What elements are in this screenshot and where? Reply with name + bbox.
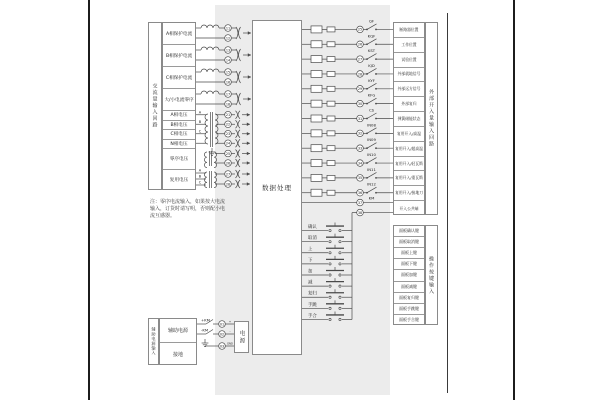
optocoupler-symbol xyxy=(311,41,322,48)
symbol xyxy=(236,139,238,147)
button-contact xyxy=(339,274,341,276)
contact-wire-label: KST xyxy=(367,48,376,54)
row-label: 面板手跳键 xyxy=(394,304,424,315)
terminal-number: 31 xyxy=(357,116,363,121)
row-label: 复用开入/轻瓦斯 xyxy=(394,157,424,172)
contact-wire-label: CS xyxy=(368,107,375,113)
resistor-symbol xyxy=(327,86,335,91)
terminal-number: 13 xyxy=(225,48,231,53)
contact-dot xyxy=(375,43,377,45)
button-contact xyxy=(329,274,331,276)
terminal-number: 14 xyxy=(225,58,231,63)
terminal-number: 23 xyxy=(225,132,231,137)
contact-wire-label: KJD xyxy=(368,62,375,68)
wire-line xyxy=(367,143,377,149)
contact-wire-label: KQF xyxy=(367,33,376,39)
wire-line xyxy=(367,24,377,30)
arrow-head xyxy=(248,53,251,56)
row-label: N相电压 xyxy=(163,140,195,150)
contact-dot xyxy=(375,177,377,179)
wire-line xyxy=(367,68,377,74)
row-label: 外部就地信号 xyxy=(394,68,424,83)
button-contact xyxy=(339,285,341,287)
button-contact xyxy=(339,252,341,254)
contact-dot xyxy=(366,177,368,179)
terminal-number: 33 xyxy=(357,146,363,151)
contact-dot xyxy=(366,162,368,164)
optocoupler-symbol xyxy=(311,70,322,77)
row-label: C相保护电流 xyxy=(163,67,195,89)
terminal-number: 32 xyxy=(357,131,363,136)
resistor-symbol xyxy=(327,175,335,180)
terminal-number: 28 xyxy=(357,72,363,77)
symbol xyxy=(239,93,241,105)
terminal-number: 03 xyxy=(219,344,225,349)
symbol xyxy=(236,159,238,167)
row-label: 接地 xyxy=(172,351,183,358)
contact-wire-label: IN12 xyxy=(367,181,376,187)
resistor-symbol xyxy=(327,146,335,151)
phase-mark: B xyxy=(198,119,202,124)
contact-dot xyxy=(375,29,377,31)
power-supply-label: 电源 xyxy=(238,329,245,345)
phase-mark: C xyxy=(198,180,202,185)
footnote-line: 输入，订货时请写明，否则配小电 xyxy=(150,206,226,212)
optocoupler-symbol xyxy=(311,100,322,107)
terminal-number: 18 xyxy=(225,102,231,107)
symbol xyxy=(238,111,240,119)
arrow-head xyxy=(247,123,250,126)
arrow-head xyxy=(247,132,250,135)
arrow-head xyxy=(248,97,251,100)
optocoupler-symbol xyxy=(311,130,322,137)
resistor-symbol xyxy=(327,161,335,166)
button-contact xyxy=(329,318,331,320)
row-label: 面板复归键 xyxy=(394,293,424,304)
key-label: 下 xyxy=(308,258,313,264)
row-label: 面板加键 xyxy=(394,270,424,281)
symbol xyxy=(236,93,238,105)
optocoupler-symbol xyxy=(311,145,322,152)
optocoupler-symbol xyxy=(311,115,322,122)
symbol xyxy=(238,170,240,178)
terminal-number: 01 xyxy=(219,322,225,327)
row-label: 复用电压 xyxy=(169,177,189,183)
symbol xyxy=(238,159,240,167)
contact-dot xyxy=(375,103,377,105)
row-label: 面板下键 xyxy=(394,259,424,270)
wire-line xyxy=(367,172,377,178)
contact-wire-label: KYF xyxy=(368,77,375,83)
optocoupler-symbol xyxy=(311,26,322,33)
key-label: 确认 xyxy=(308,225,317,231)
row-label: 弹簧储能状态 xyxy=(394,112,424,127)
key-label: 加 xyxy=(308,269,313,275)
row-label: 零序电压 xyxy=(163,149,195,170)
symbol xyxy=(236,111,238,119)
symbol xyxy=(236,27,238,39)
key-label: 手合 xyxy=(308,313,317,319)
button-contact xyxy=(339,318,341,320)
row-label: 面板手合键 xyxy=(399,317,419,323)
contact-dot xyxy=(375,192,377,194)
row-label: 工作位置 xyxy=(394,38,424,53)
button-contact xyxy=(329,229,331,231)
coil-symbol xyxy=(201,47,219,50)
terminal-number: 26 xyxy=(225,161,231,166)
data-processing-label: 数据处理 xyxy=(262,184,292,192)
resistor-symbol xyxy=(327,71,335,76)
power-wire-label: +KM xyxy=(201,317,210,323)
terminal-number: 26 xyxy=(357,42,363,47)
terminal-mark: + xyxy=(228,319,232,324)
row-label: 外部复归 xyxy=(394,97,424,112)
button-contact xyxy=(329,252,331,254)
wire-line xyxy=(367,113,377,119)
row-label: A相保护电流 xyxy=(163,23,195,45)
row-label: 开入公共端 xyxy=(399,205,419,211)
arrow-head xyxy=(247,172,250,175)
row-label: 复用开入/重瓦斯 xyxy=(394,171,424,186)
button-contact xyxy=(329,296,331,298)
row-label: 面板取消键 xyxy=(394,237,424,248)
symbol xyxy=(236,49,238,61)
terminal-number: 16 xyxy=(225,80,231,85)
terminal-number: 36 xyxy=(357,191,363,196)
terminal-number: 21 xyxy=(225,113,231,118)
contact-dot xyxy=(366,43,368,45)
footnote-line: 流互感器。 xyxy=(150,213,176,219)
footnote-line: 注：零序电流输入，如果按大电流 xyxy=(150,199,226,205)
wire-line xyxy=(367,83,377,89)
contact-dot xyxy=(375,73,377,75)
phase-mark: A xyxy=(198,168,202,173)
row-label: A相电压 xyxy=(163,111,195,121)
symbol xyxy=(238,130,240,138)
key-label: 手跳 xyxy=(308,302,317,308)
wire-line xyxy=(367,54,377,60)
contact-wire-label: IN09 xyxy=(367,137,376,143)
wire-line xyxy=(367,187,377,193)
symbol xyxy=(236,150,238,158)
coil-symbol xyxy=(201,69,219,72)
resistor-symbol xyxy=(327,42,335,47)
resistor-symbol xyxy=(327,57,335,62)
coil-symbol xyxy=(201,91,219,94)
arrow-head xyxy=(247,161,250,164)
terminal-number: 24 xyxy=(225,141,231,146)
pt-winding xyxy=(215,114,218,144)
ext-input-vertical-label: 外部开入量输入回路 xyxy=(425,22,438,215)
button-contact xyxy=(339,229,341,231)
terminal-number: 17 xyxy=(225,92,231,97)
arrow-head xyxy=(248,31,251,34)
key-label: 复归 xyxy=(308,291,317,297)
contact-dot xyxy=(366,73,368,75)
row-label: B相保护电流 xyxy=(163,45,195,67)
contact-dot xyxy=(366,103,368,105)
row-label: 面板确认键 xyxy=(394,226,424,237)
arrow-head xyxy=(247,113,250,116)
contact-dot xyxy=(366,58,368,60)
terminal-number: 15 xyxy=(225,70,231,75)
contact-dot xyxy=(375,162,377,164)
optocoupler-symbol xyxy=(311,174,322,181)
terminal-number: 35 xyxy=(357,176,363,181)
phase-mark: A xyxy=(198,110,202,115)
contact-dot xyxy=(366,29,368,31)
wire-line xyxy=(367,158,377,164)
button-contact xyxy=(339,263,341,265)
optocoupler-symbol xyxy=(311,189,322,196)
button-contact xyxy=(339,241,341,243)
terminal-number: 25 xyxy=(225,151,231,156)
phase-mark: C xyxy=(198,129,202,134)
row-label: 试验位置 xyxy=(394,53,424,68)
pt-winding xyxy=(214,152,217,168)
key-label: 减 xyxy=(308,280,313,286)
symbol xyxy=(238,139,240,147)
arrow-head xyxy=(247,182,250,185)
terminal-number: 27 xyxy=(225,172,231,177)
contact-dot xyxy=(366,192,368,194)
resistor-symbol xyxy=(327,116,335,121)
key-label: 上 xyxy=(308,247,313,253)
terminal-number: 25 xyxy=(357,27,363,32)
contact-dot xyxy=(375,147,377,149)
symbol xyxy=(238,120,240,128)
phase-mark: B xyxy=(198,174,202,179)
terminal-number: 12 xyxy=(225,36,231,41)
wire-line xyxy=(367,98,377,104)
contact-wire-label: IN11 xyxy=(367,166,376,172)
button-contact xyxy=(339,307,341,309)
symbol xyxy=(236,71,238,83)
symbol xyxy=(236,130,238,138)
row-label: 外部远方信号 xyxy=(394,82,424,97)
pt-winding xyxy=(204,152,207,168)
contact-wire-label: IN10 xyxy=(367,152,376,158)
contact-dot xyxy=(375,118,377,120)
terminal-number: 38 xyxy=(357,210,363,215)
terminal-number: 34 xyxy=(357,161,363,166)
common-wire-label: KM xyxy=(368,195,375,201)
button-contact xyxy=(329,241,331,243)
contact-dot xyxy=(375,132,377,134)
button-contact xyxy=(329,263,331,265)
row-label: 面板上键 xyxy=(394,248,424,259)
symbol xyxy=(236,180,238,188)
terminal-number: 29 xyxy=(357,87,363,92)
button-contact xyxy=(329,285,331,287)
symbol xyxy=(236,120,238,128)
button-contact xyxy=(339,296,341,298)
contact-wire-label: IN08 xyxy=(367,122,376,128)
resistor-symbol xyxy=(327,27,335,32)
symbol xyxy=(239,71,241,83)
pt-winding xyxy=(205,114,208,144)
contact-dot xyxy=(366,88,368,90)
arrow-head xyxy=(247,152,250,155)
terminal-number: 37 xyxy=(357,200,363,205)
row-label: C相电压 xyxy=(163,130,195,140)
coil-symbol xyxy=(201,25,219,28)
terminal-mark: GND xyxy=(227,342,233,346)
symbol xyxy=(238,180,240,188)
row-label: 复用开入/超高温 xyxy=(394,142,424,157)
optocoupler-symbol xyxy=(311,56,322,63)
optocoupler-symbol xyxy=(311,85,322,92)
row-label: 辅助电源 xyxy=(160,319,196,343)
row-label: 大/小电流零序 xyxy=(163,89,195,111)
wire-line xyxy=(367,128,377,134)
contact-dot xyxy=(366,132,368,134)
symbol xyxy=(239,49,241,61)
row-label: 断路器位置 xyxy=(394,23,424,38)
row-label: 复用开入/接地刀 xyxy=(394,186,424,201)
contact-dot xyxy=(375,88,377,90)
terminal-number: 11 xyxy=(225,26,231,31)
symbol xyxy=(236,170,238,178)
resistor-symbol xyxy=(327,190,335,195)
terminal-number: 30 xyxy=(357,101,363,106)
terminal-number: 28 xyxy=(225,182,231,187)
contact-dot xyxy=(366,147,368,149)
row-label: B相电压 xyxy=(163,121,195,131)
terminal-number: 02 xyxy=(219,332,225,337)
terminal-number: 22 xyxy=(225,122,231,127)
row-label: 复用开入/高温 xyxy=(394,127,424,142)
contact-dot xyxy=(375,58,377,60)
terminal-mark: - xyxy=(229,329,231,334)
key-label: 取消 xyxy=(308,236,317,242)
symbol xyxy=(238,150,240,158)
resistor-symbol xyxy=(327,101,335,106)
row-label: 面板减键 xyxy=(394,282,424,293)
contact-dot xyxy=(366,118,368,120)
optocoupler-symbol xyxy=(311,160,322,167)
symbol xyxy=(239,27,241,39)
contact-wire-label: QF xyxy=(368,18,375,24)
resistor-symbol xyxy=(327,131,335,136)
arrow-head xyxy=(247,142,250,145)
ac-input-vertical-label: 交流量输入回路 xyxy=(148,22,162,190)
panel-keys-vertical-label: 操作按键输入 xyxy=(425,225,438,325)
aux-power-vertical-label: 辅助电源输入 xyxy=(148,318,159,365)
arrow-head xyxy=(248,75,251,78)
button-contact xyxy=(329,307,331,309)
power-wire-label: -KM xyxy=(201,327,209,333)
terminal-number: 27 xyxy=(357,57,363,62)
contact-wire-label: KFG xyxy=(367,92,376,98)
wire-line xyxy=(367,39,377,45)
